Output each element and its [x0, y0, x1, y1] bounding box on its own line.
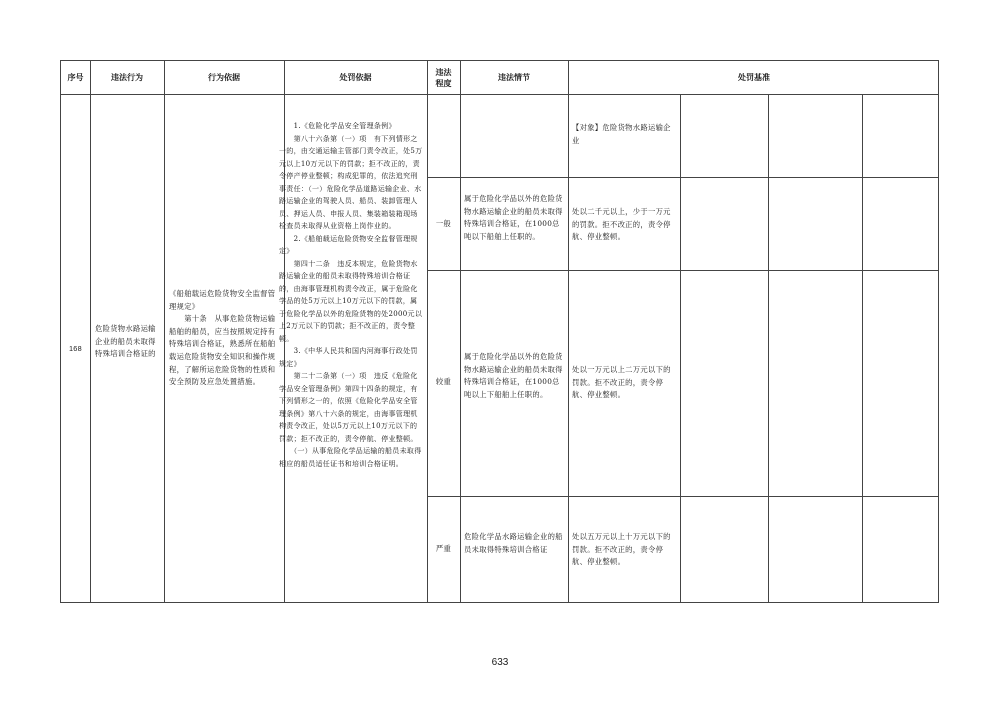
- col-divider: [768, 94, 769, 602]
- header-divider: [61, 94, 938, 95]
- col-divider: [680, 94, 681, 602]
- row-penalty-basis: 1.《危险化学品安全管理条例》 第八十六条第（一）项 有下列情形之一的，由交通运输主管部门责令改正，处5万元以上10万元以下的罚款；拒不改正的，责令停产停业整顿；构成犯罪的，依法追究刑事责任：（一）危险化学品道路运输企业、水路运输企业的驾驶人员、船员、装卸管理人员、押运人员、申报人员、集装箱装箱现场检查员未取得从业资格上岗作业的。 2.《船舶载运危险货物安全监督管理规定》 第四十二条 违反本规定，危险货物水路运输企业的船员未取得特殊培训合格证的，由海事管理机构责令改正，属于危险化学品的处5万元以上10万元以下的罚款，属于危险化学品以外的危险货物的处2000元以上2万元以下的罚款；拒不改正的，责令整顿。 3.《中华人民共和国内河海事行政处罚规定》 第二十二条第（一）项 违反《危险化学品安全管理条例》第四十四条的规定，有下列情形之一的，依照《危险化学品安全管理条例》第八十六条的规定，由海事管理机构责令改正，处以5万元以上10万元以下的罚款；拒不改正的，责令停航、停业整顿。 （一）从事危险化学品运输的船员未取得相应的船员适任证书和培训合格证明。: [279, 122, 423, 468]
- row-basis: 《船舶载运危险货物安全监督管理规定》 第十条 从事危险货物运输船舶的船员，应当按照规定持有特殊培训合格证，熟悉所在船舶载运危险货物安全知识和操作规程，了解所运危险货物的性质和安全预防及应急处置措施。: [169, 289, 276, 387]
- penalty-table: [60, 60, 939, 603]
- header-behavior: 违法行为: [111, 73, 143, 82]
- row-divider: [427, 496, 938, 497]
- row-behavior: 危险货物水路运输企业的船员未取得特殊培训合格证的: [95, 324, 156, 359]
- header-circumstance: 违法情节: [498, 73, 530, 82]
- col-divider: [164, 61, 165, 602]
- header-degree: 违法 程度: [435, 67, 452, 88]
- header-basis: 行为依据: [208, 73, 240, 82]
- circumstance-serious: 属于危险化学品以外的危险货物水路运输企业的船员未取得特殊培训合格证，在1000总吨以上下船舶上任职的。: [464, 352, 563, 399]
- col-divider: [568, 61, 569, 602]
- degree-serious: 较重: [435, 377, 452, 386]
- target-object: 【对象】危险货物水路运输企业: [572, 123, 671, 145]
- row-divider: [427, 270, 938, 271]
- row-seq: 168: [68, 344, 83, 353]
- row-divider: [427, 177, 938, 178]
- standard-severe: 处以五万元以上十万元以下的罚款。拒不改正的，责令停航、停业整顿。: [572, 532, 671, 567]
- standard-general: 处以二千元以上，少于一万元的罚款。拒不改正的，责令停航、停业整顿。: [572, 207, 671, 242]
- header-standard: 处罚基准: [738, 73, 770, 82]
- standard-serious: 处以一万元以上二万元以下的罚款。拒不改正的，责令停航、停业整顿。: [572, 365, 671, 400]
- col-divider: [90, 61, 91, 602]
- degree-severe: 严重: [435, 544, 452, 553]
- header-seq: 序号: [67, 73, 84, 82]
- header-penalty-basis: 处罚依据: [339, 73, 372, 82]
- page-number: 633: [491, 657, 509, 668]
- col-divider: [460, 61, 461, 602]
- circumstance-severe: 危险化学品水路运输企业的船员未取得特殊培训合格证: [464, 532, 563, 554]
- col-divider: [427, 61, 428, 602]
- col-divider: [862, 94, 863, 602]
- circumstance-general: 属于危险化学品以外的危险货物水路运输企业的船员未取得特殊培训合格证，在1000总吨以下船舶上任职的。: [464, 194, 563, 241]
- degree-general: 一般: [435, 219, 452, 228]
